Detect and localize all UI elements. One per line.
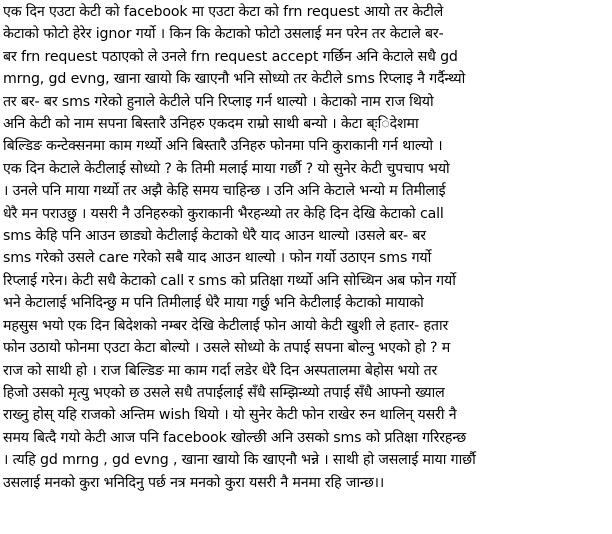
text-line-9: । उनले पनि माया गर्थ्यो तर अझै केहि समय चाहिन्छ । उनि अनि केटाले भन्यो म तिमीलाई bbox=[3, 183, 446, 200]
text-line-11: sms केहि पनि आउन छाड्यो केटीलाई केटाको धेरै याद आउन थाल्यो ।उसले बर- बर bbox=[3, 228, 426, 245]
text-line-12: sms गरेको उसले care गरेको सबै याद आउन थाल्यो । फोन गर्यो उठाएन sms गर्यो bbox=[3, 250, 432, 267]
text-line-22: उसलाई मनको कुरा भनिदिनु पर्छ नत्र मनको कुरा यसरी नै मनमा रहि जान्छ।। bbox=[3, 474, 385, 491]
text-line-19: राख्नु होस् यहि राजको अन्तिम wish थियो । यो सुनेर केटी फोन राखेर रुन थालिन् यसरी नै bbox=[3, 407, 457, 424]
text-line-10: धेरै मन पराउछु । यसरी नै उनिहरुको कुराकानी भैरहन्थ्यो तर केहि दिन देखि केटाको call bbox=[3, 205, 444, 222]
text-line-5: तर बर- बर sms गरेको हुनाले केटीले पनि रिप्लाइ गर्न थाल्यो । केटाको नाम राज थियो bbox=[3, 93, 434, 110]
text-line-18: हिजो उसको मृत्यु भएको छ उसले सधै तपाईलाई सँधै सम्झिन्थ्यो तपाई सँधै आफ्नो ख्याल bbox=[3, 384, 445, 401]
text-line-15: महसुस भयो एक दिन बिदेशको नम्बर देखि केटीलाई फोन आयो केटी खुशी ले हतार- हतार bbox=[3, 317, 449, 334]
text-line-2: केटाको फोटो हेरेर ignor गर्यो । किन कि केटाको फोटो उसलाई मन परेन तर केटाले बर- bbox=[3, 26, 444, 43]
text-line-3: बर frn request पठाएको ले उनले frn request accept गर्छिन अनि केटाले सधै gd bbox=[3, 48, 458, 65]
text-line-16: फोन उठायो फोनमा एउटा केटा बोल्यो । उसले सोध्यो के तपाई सपना बोल्नु भएको हो ? म bbox=[3, 340, 451, 357]
text-line-20: समय बित्दै गयो केटी आज पनि facebook खोल्छी अनि उसको sms को प्रतिक्षा गरिरहन्छ bbox=[3, 429, 466, 446]
text-line-7: बिल्डिङ कन्टेक्सनमा काम गर्थ्यो अनि बिस्तारै उनिहरु फोनमा पनि कुराकानी गर्न थाल्यो । bbox=[3, 138, 443, 155]
text-line-13: रिप्लाई गरेन। केटी सधै केटाको call र sms को प्रतिक्षा गर्थ्यो अनि सोच्थिन अब फोन गर्यो bbox=[3, 272, 456, 289]
text-line-8: एक दिन केटाले केटीलाई सोध्यो ? के तिमी मलाई माया गर्छौ ? यो सुनेर केटी चुपचाप भयो bbox=[3, 160, 450, 177]
text-line-6: अनि केटी को नाम सपना बिस्तारै उनिहरु एकदम राम्रो साथी बन्यो । केटा ब्ःिदेशमा bbox=[3, 116, 419, 133]
text-line-21: । त्यहि gd mrng , gd evng , खाना खायो कि खाएनौ भन्ने । साथी हो जसलाई माया गार्छौ bbox=[3, 452, 476, 469]
text-line-14: भने केटालाई भनिदिन्छु म पनि तिमीलाई धेरै माया गर्छु भनि केटीलाई केटाको मायाको bbox=[3, 295, 424, 312]
text-line-17: राज को साथी हो । राज बिल्डिङ मा काम गर्दा लडेर धेरै दिन अस्पतालमा बेहोस भयो तर bbox=[3, 362, 438, 379]
text-line-1: एक दिन एउटा केटी को facebook मा एउटा केटा को frn request आयो तर केटीले bbox=[3, 4, 444, 20]
text-line-4: mrng, gd evng, खाना खायो कि खाएनौ भनि सोध्यो तर केटीले sms रिप्लाइ नै गर्दैन्थ्यो bbox=[3, 71, 466, 88]
